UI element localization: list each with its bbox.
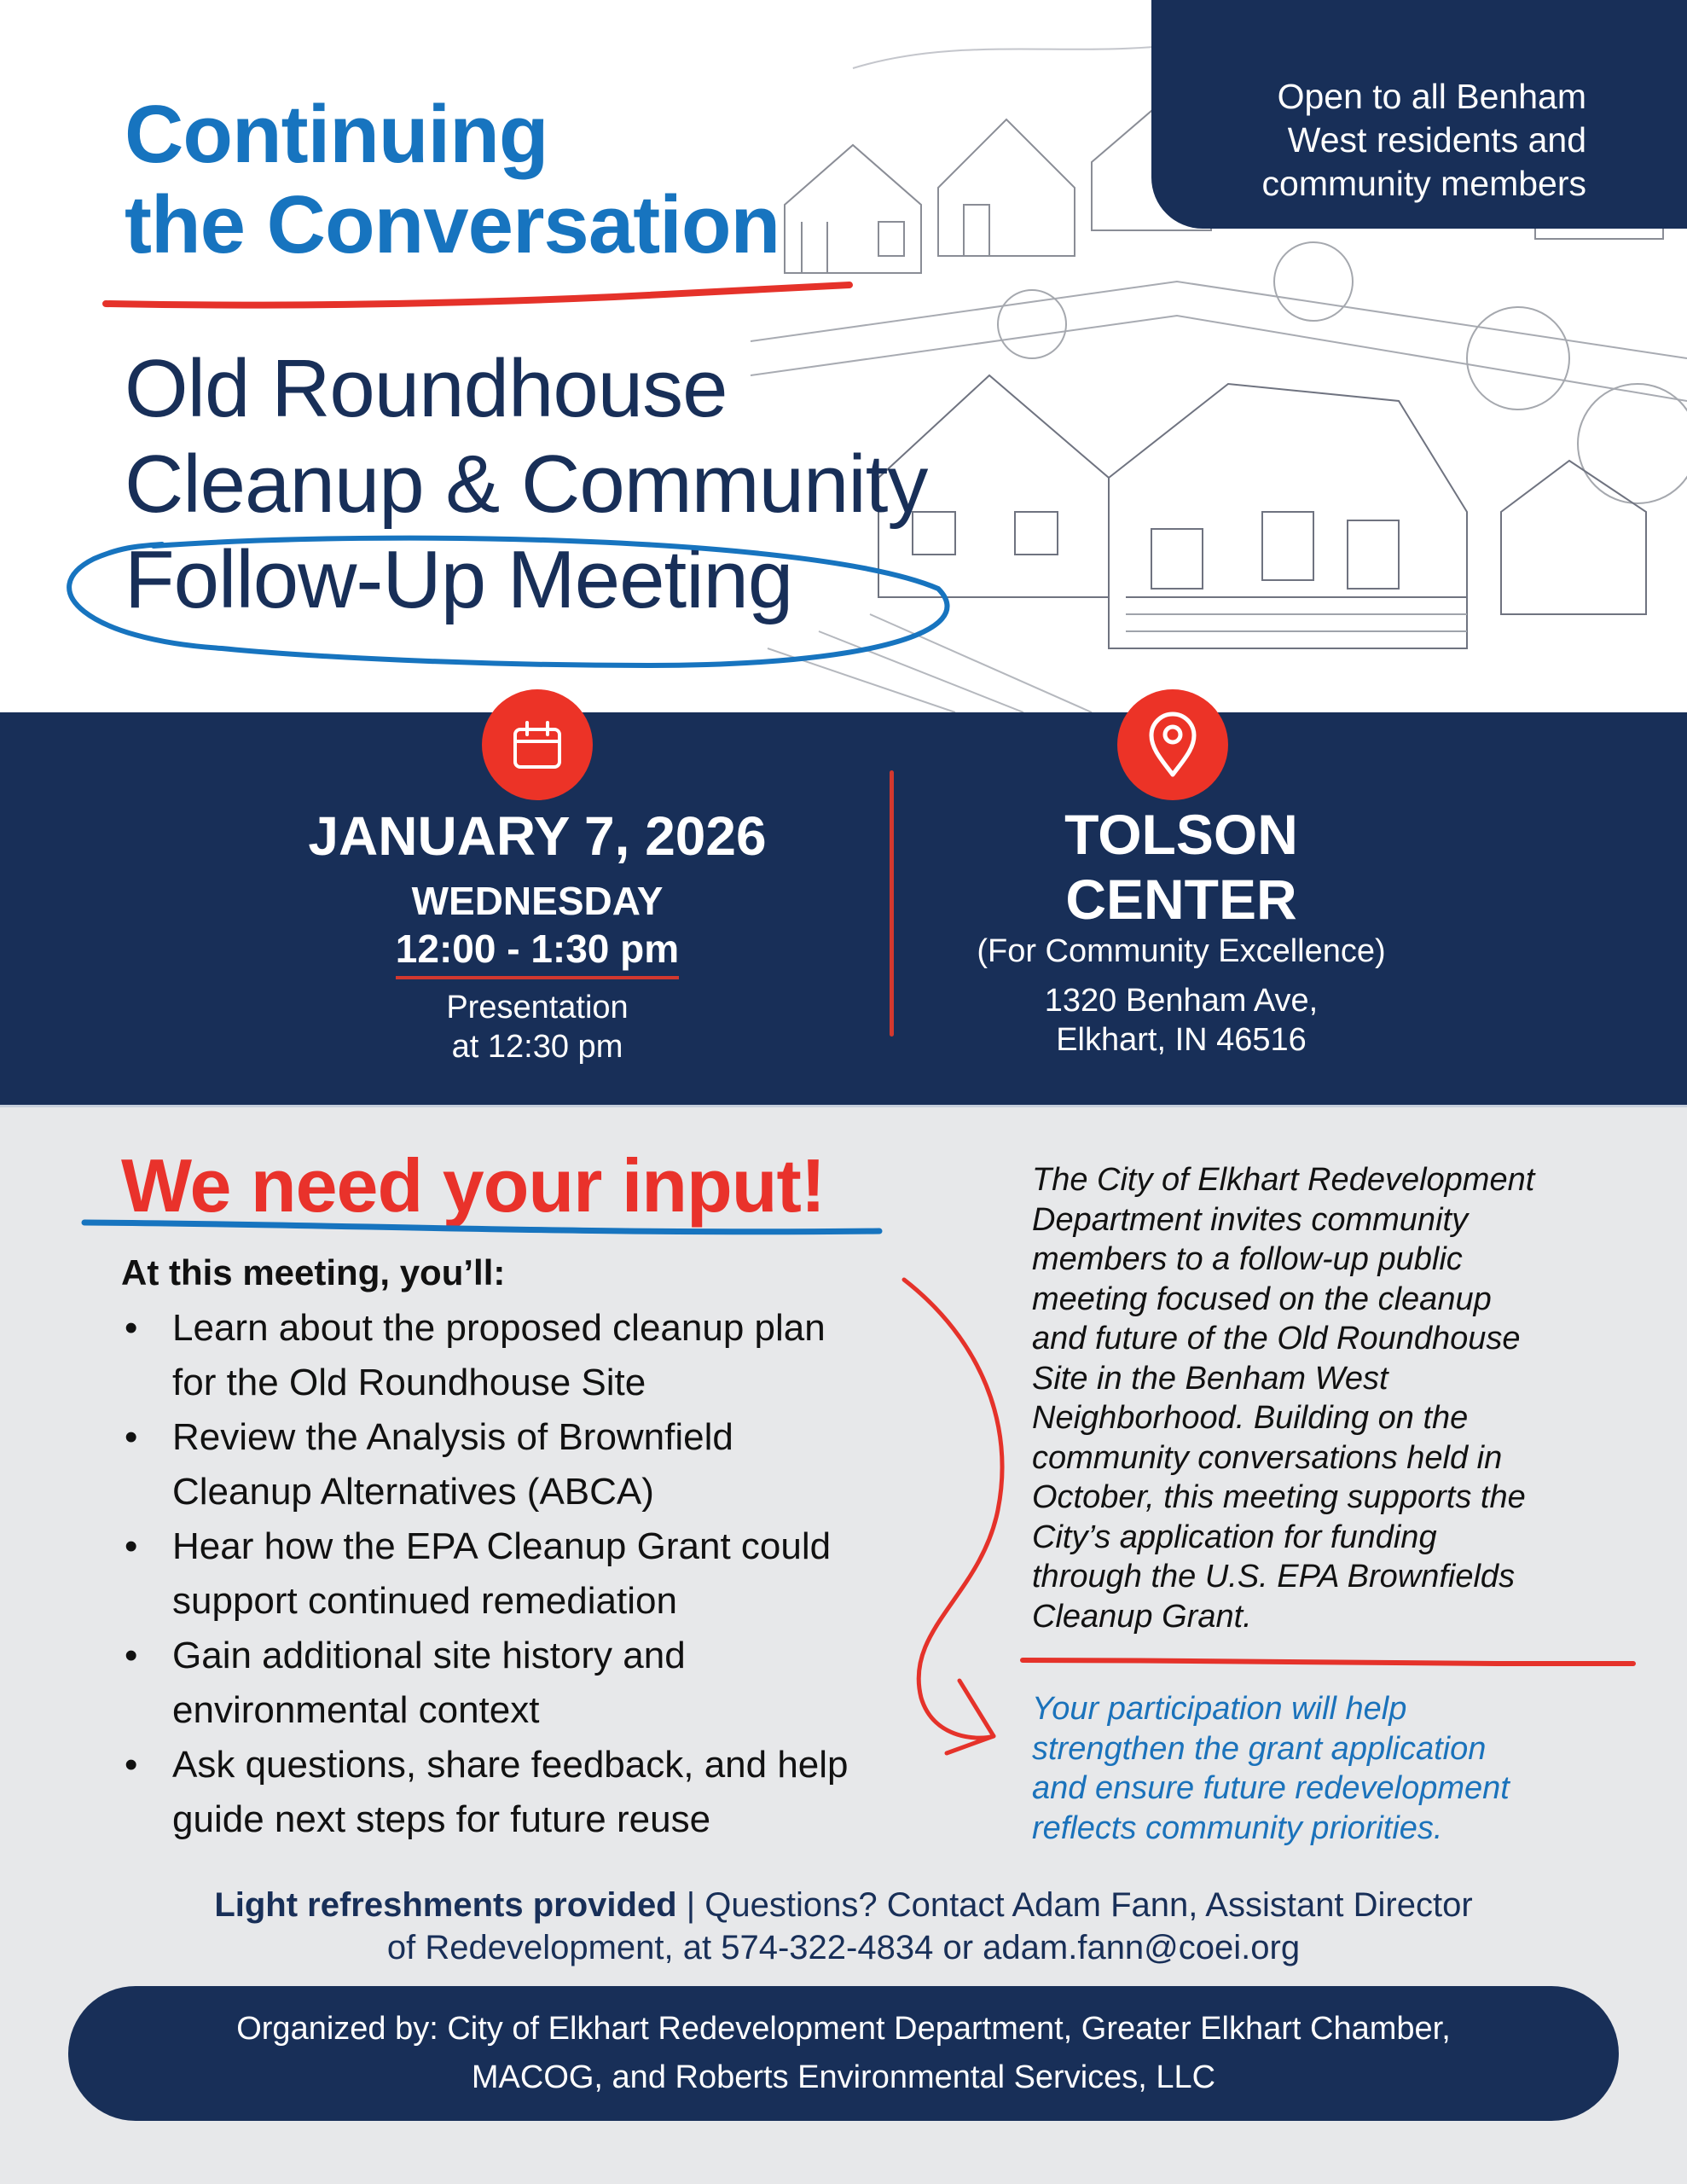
subtitle-line-3: Follow-Up Meeting — [125, 534, 793, 625]
bullet-icon: • — [125, 1416, 138, 1458]
agenda-item-text: Gain additional site history and — [172, 1635, 686, 1676]
band-divider — [0, 1105, 1687, 1107]
location-column — [904, 802, 1458, 1060]
title-line-2: the Conversation — [125, 179, 780, 270]
organizers-line-2: MACOG, and Roberts Environmental Services, LLC — [471, 2059, 1216, 2095]
intro-paragraph: The City of Elkhart Redevelopment Department invites community members to a follow-up public meeting focused on the cleanup and future of the Old Roundhouse Site in the Benham West Neighborhood. Building on the community conversations held in October, this meeting supports the City’s application for funding through the U.S. EPA Brownfields Cleanup Grant. — [1032, 1162, 1535, 1635]
participation-callout: Your participation will help strengthen the grant application and ensure future redevelopment reflects community priorities. — [1032, 1691, 1510, 1846]
presentation-line-2: at 12:30 pm — [451, 1029, 623, 1065]
agenda-item-text: environmental context — [172, 1689, 540, 1731]
blue-brush-circle — [51, 520, 955, 674]
agenda-item — [121, 1519, 940, 1629]
bullet-icon: • — [125, 1744, 138, 1786]
event-date: JANUARY 7, 2026 — [308, 805, 767, 867]
agenda-lead: At this meeting, you’ll: — [121, 1252, 506, 1292]
venue-line-2: CENTER — [1065, 868, 1297, 931]
separator: | — [676, 1886, 705, 1924]
agenda-item — [121, 1738, 940, 1847]
venue-address — [904, 981, 1458, 1060]
hero-section — [0, 0, 1687, 712]
red-brush-divider — [1019, 1653, 1638, 1670]
agenda-item — [121, 1410, 940, 1519]
bullet-icon: • — [125, 1307, 138, 1349]
agenda-item-text: Hear how the EPA Cleanup Grant could — [172, 1525, 832, 1567]
agenda-item-text: Cleanup Alternatives (ABCA) — [172, 1471, 654, 1513]
agenda-list — [121, 1301, 940, 1847]
map-pin-icon — [1117, 689, 1228, 800]
subtitle-line-2: Cleanup & Community — [125, 439, 928, 530]
red-curved-arrow-icon — [853, 1254, 1049, 1766]
calendar-icon — [482, 689, 593, 800]
page-title — [125, 90, 780, 270]
subtitle-line-1: Old Roundhouse — [125, 343, 728, 434]
agenda-item-text: guide next steps for future reuse — [172, 1798, 711, 1840]
agenda-item-text: Learn about the proposed cleanup plan — [172, 1307, 826, 1349]
contact-info: Light refreshments provided | Questions? Contact Adam Fann, Assistant Director of Redevelopment, at 574-322-4834 or adam.fann@coei.org — [214, 1886, 1473, 1966]
venue-subtitle: (For Community Excellence) — [977, 933, 1386, 969]
agenda-item-text: Review the Analysis of Brownfield — [172, 1416, 733, 1458]
contact-line-1: Questions? Contact Adam Fann, Assistant Director — [704, 1886, 1473, 1924]
venue-line-1: TOLSON — [1064, 803, 1298, 866]
event-day: WEDNESDAY — [411, 879, 664, 923]
red-brush-underline — [102, 282, 853, 316]
date-time-column — [256, 802, 819, 1066]
bullet-icon: • — [125, 1635, 138, 1676]
organizers-line-1: Organized by: City of Elkhart Redevelopment Department, Greater Elkhart Chamber, — [236, 2011, 1451, 2047]
column-divider — [890, 770, 894, 1037]
address-line-2: Elkhart, IN 46516 — [1056, 1022, 1307, 1058]
venue-name — [904, 802, 1458, 932]
phone-link[interactable]: 574-322-4834 — [721, 1929, 934, 1966]
presentation-line-1: Presentation — [446, 990, 629, 1025]
agenda-item-text: support continued remediation — [172, 1580, 677, 1622]
audience-badge — [1151, 0, 1687, 229]
agenda-item-text: Ask questions, share feedback, and help — [172, 1744, 849, 1786]
agenda-item — [121, 1301, 940, 1410]
bullet-icon: • — [125, 1525, 138, 1567]
email-link[interactable]: adam.fann@coei.org — [983, 1929, 1301, 1966]
audience-line-3: community members — [1261, 164, 1586, 203]
agenda-item — [121, 1629, 940, 1738]
presentation-time — [256, 988, 819, 1066]
refreshments-note: Light refreshments provided — [214, 1886, 677, 1924]
audience-line-1: Open to all Benham — [1277, 77, 1586, 116]
event-time: 12:00 - 1:30 pm — [396, 925, 679, 979]
audience-line-2: West residents and — [1287, 120, 1586, 160]
input-heading: We need your input! — [121, 1143, 826, 1228]
address-line-1: 1320 Benham Ave, — [1044, 983, 1319, 1019]
organizers-banner — [68, 1986, 1619, 2121]
agenda-item-text: for the Old Roundhouse Site — [172, 1362, 646, 1403]
title-line-1: Continuing — [125, 89, 548, 180]
blue-brush-underline — [81, 1216, 883, 1241]
